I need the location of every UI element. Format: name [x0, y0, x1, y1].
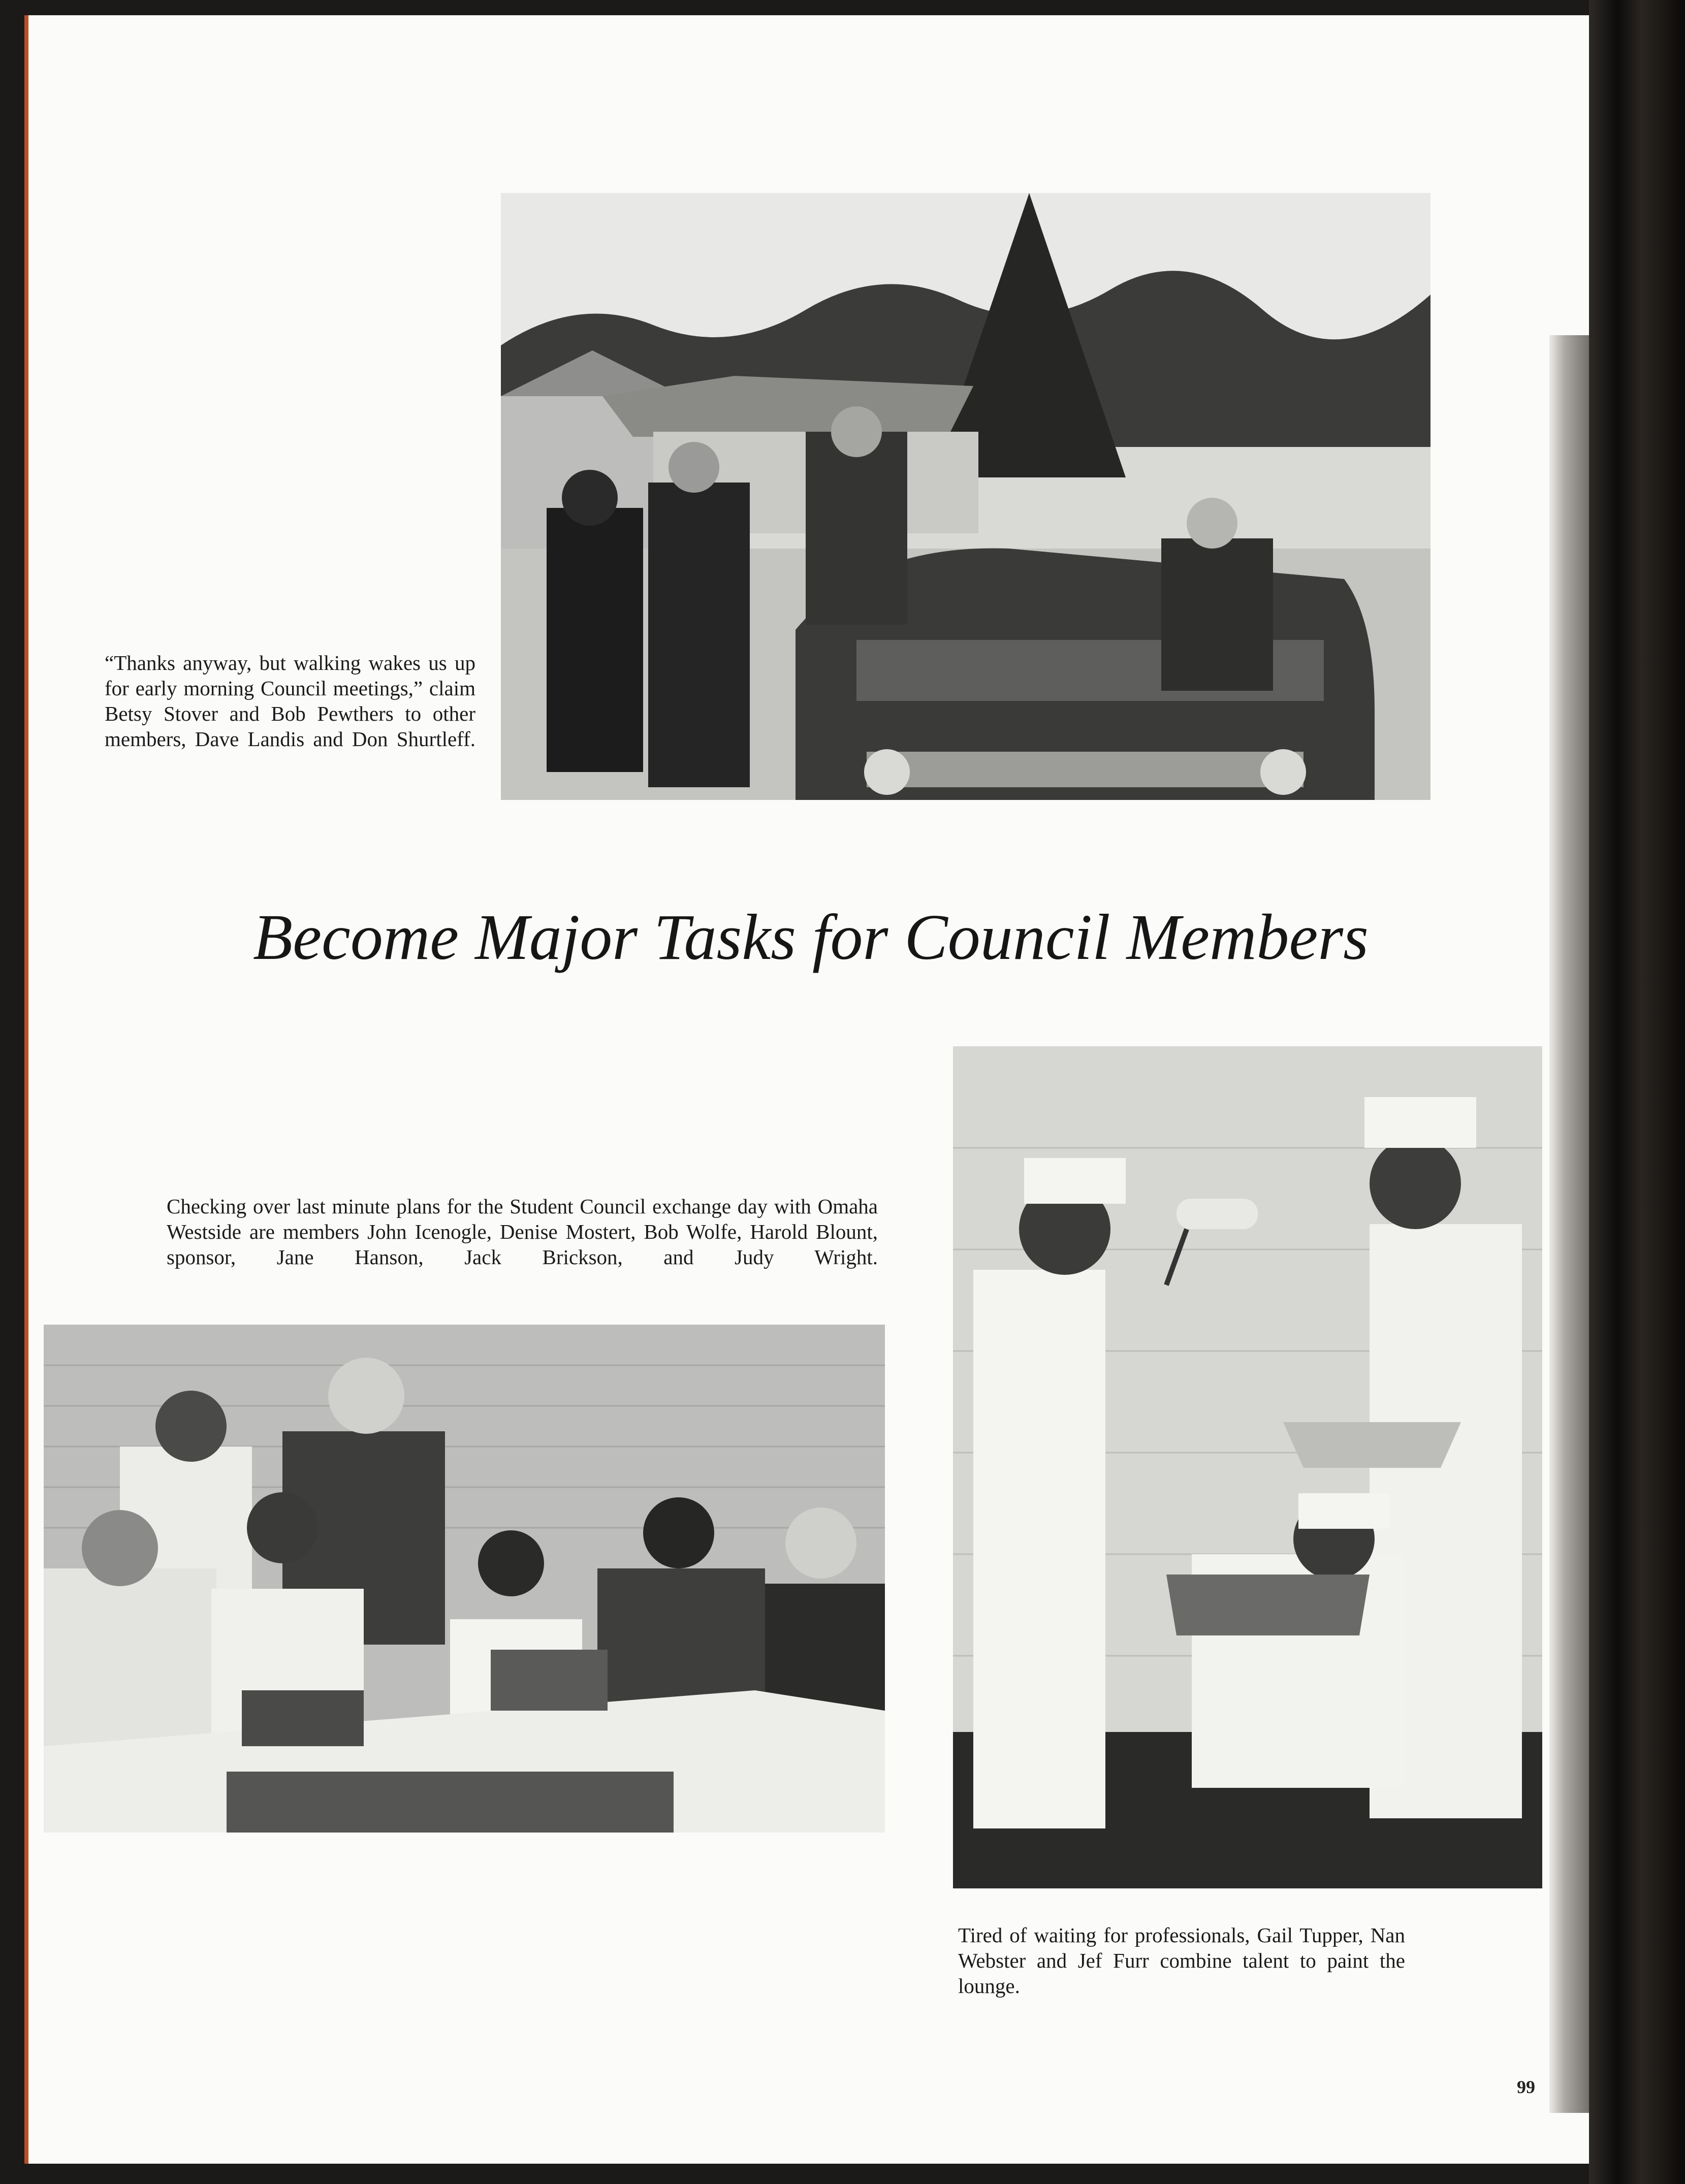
adjacent-page-edge: [1549, 335, 1589, 2113]
page-number: 99: [1517, 2077, 1535, 2097]
page-headline: Become Major Tasks for Council Members: [253, 901, 1369, 973]
walking-photo-caption: “Thanks anyway, but walking wakes us up for early morning Council meetings,” claim Betsy Stover and Bob Pewthers to other members, Dave Landis and Don Shurtleff.: [105, 651, 475, 751]
painting-photo-caption: Tired of waiting for professionals, Gail Tupper, Nan Webster and Jef Furr combine talent to paint the lounge.: [958, 1923, 1405, 1998]
walking-students-photo: [501, 193, 1430, 800]
meeting-photo-caption: Checking over last minute plans for the Student Council exchange day with Omaha Westside are members John Icenogle, Denise Mostert, Bob Wolfe, Harold Blount, sponsor, Jane Hanson, Jack Brickson, and Judy Wright.: [167, 1195, 878, 1269]
council-meeting-photo: [44, 1325, 885, 1833]
yearbook-page: [24, 15, 1589, 2164]
book-binding: [1589, 0, 1685, 2184]
painting-lounge-photo: [953, 1046, 1542, 1888]
